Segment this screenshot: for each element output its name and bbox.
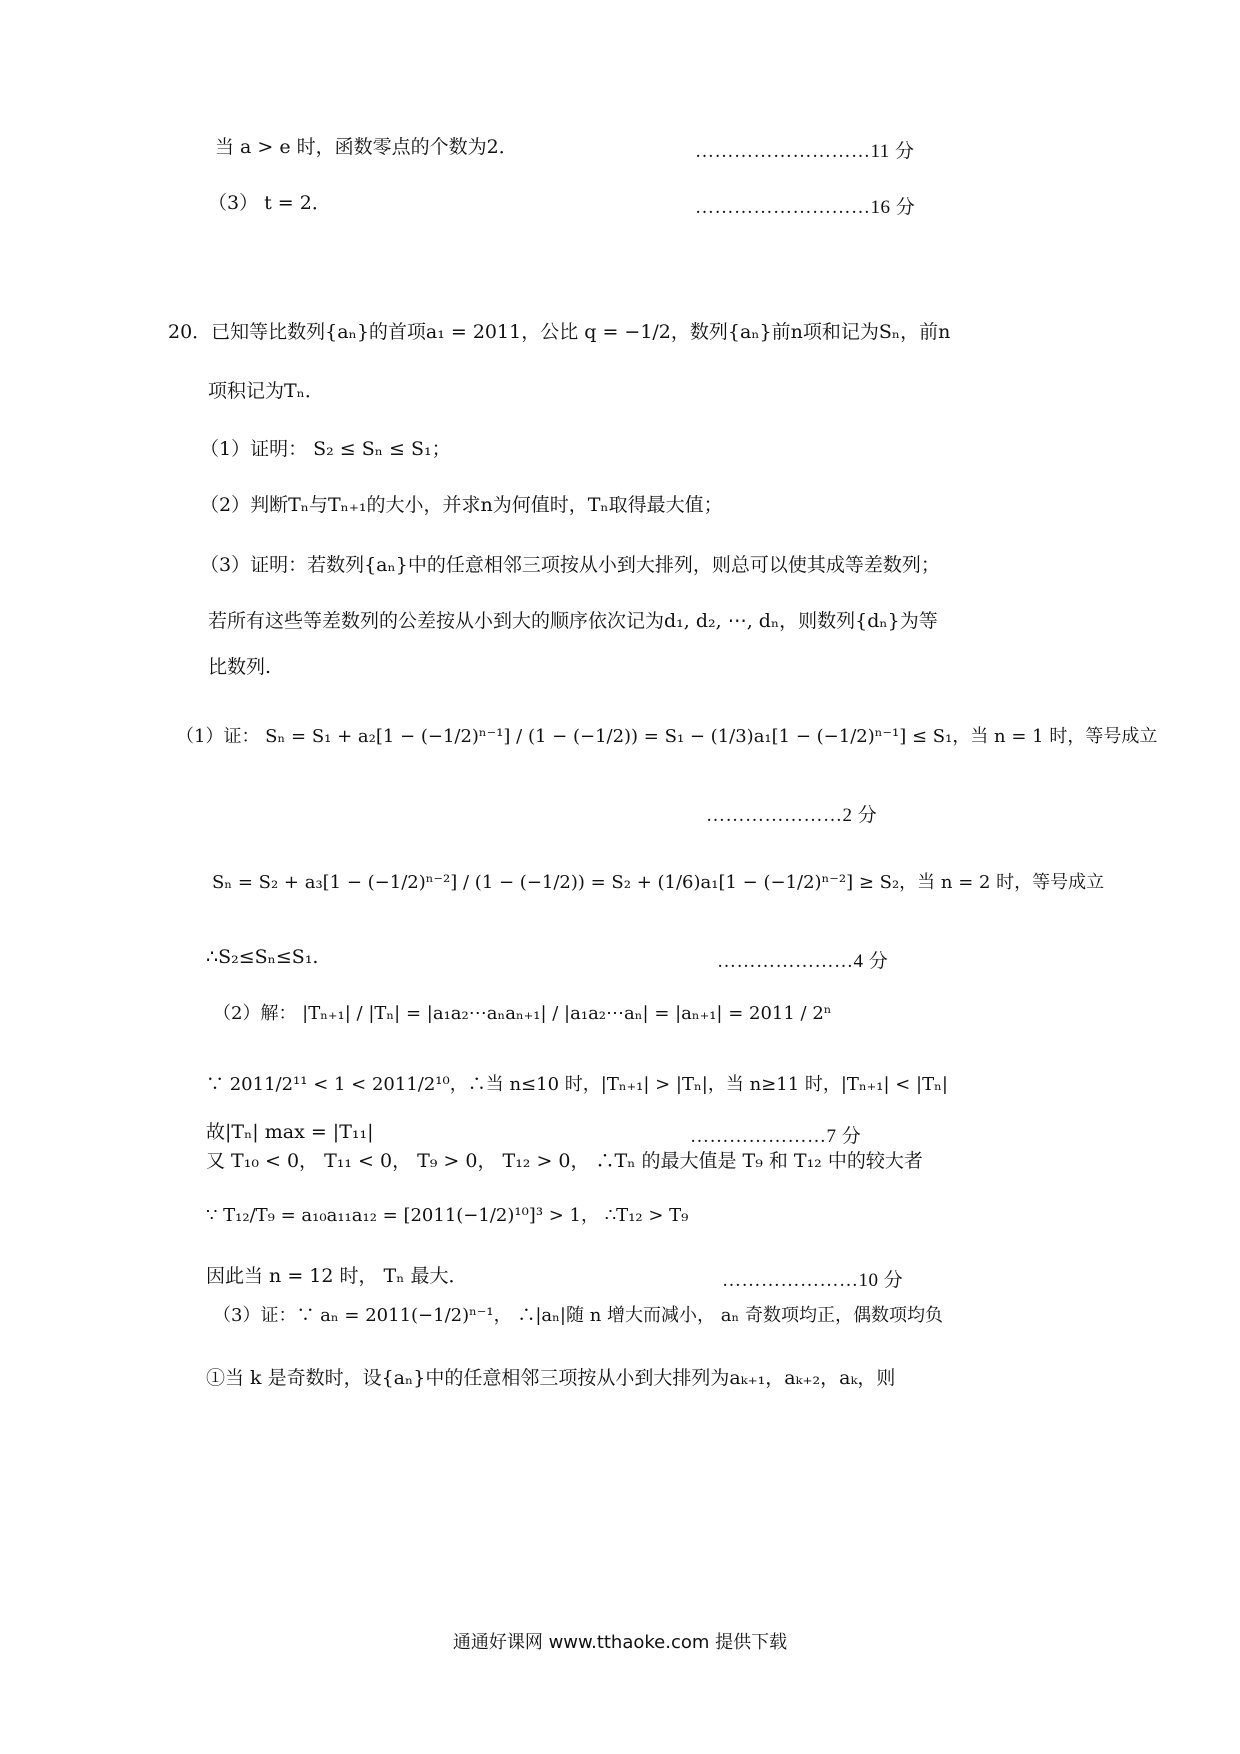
answer-part-3: （3）证：∵ aₙ = 2011(−1/2)ⁿ⁻¹， ∴|aₙ|随 n 增大而减小， aₙ 奇数项均正，偶数项均负 (213, 1305, 943, 1326)
answer-part-3-case-1: ①当 k 是奇数时，设{aₙ}中的任意相邻三项按从小到大排列为aₖ₊₁，aₖ₊₂，aₖ，则 (206, 1367, 896, 1389)
answer-part-1: （1）证： Sₙ = S₁ + a₂[1 − (−1/2)ⁿ⁻¹] / (1 − (−1/2)) = S₁ − (1/3)a₁[1 − (−1/2)ⁿ⁻¹] ≤ S₁，当 n = 1 时，等号成立 (176, 726, 1158, 747)
answer-part-1-second: Sₙ = S₂ + a₃[1 − (−1/2)ⁿ⁻²] / (1 − (−1/2)) = S₂ + (1/6)a₁[1 − (−1/2)ⁿ⁻²] ≥ S₂，当 n = 2 时，等号成立 (212, 872, 1105, 893)
answer-part-1-conclusion: ∴S₂≤Sₙ≤S₁. (206, 946, 319, 968)
page-footer: 通通好课网 www.tthaoke.com 提供下载 (452, 1632, 788, 1653)
question-20-line-1: 20．已知等比数列{aₙ}的首项a₁ = 2011，公比 q = −1/2，数列{aₙ}前n项和记为Sₙ，前n (168, 321, 951, 343)
score-marker: ………………………11 分 (695, 141, 915, 162)
answer-part-2-max: 故|Tₙ| max = |T₁₁| (206, 1121, 374, 1143)
answer-part-2-ratio: ∵ T₁₂/T₉ = a₁₀a₁₁a₁₂ = [2011(−1/2)¹⁰]³ > 1， ∴T₁₂ > T₉ (206, 1205, 689, 1226)
text-line: 当 a > e 时，函数零点的个数为2． (215, 136, 518, 158)
score-marker: …………………7 分 (690, 1126, 862, 1147)
answer-part-2-result: 因此当 n = 12 时， Tₙ 最大． (206, 1265, 468, 1287)
question-part-1: （1）证明： S₂ ≤ Sₙ ≤ S₁； (200, 438, 451, 460)
answer-part-2: （2）解： |Tₙ₊₁| / |Tₙ| = |a₁a₂⋯aₙaₙ₊₁| / |a₁a₂⋯aₙ| = |aₙ₊₁| = 2011 / 2ⁿ (213, 1003, 832, 1024)
score-marker: ………………………16 分 (695, 197, 916, 218)
score-marker: …………………10 分 (722, 1270, 904, 1291)
text-line: （3） t = 2． (208, 192, 331, 214)
question-part-3-end: 比数列. (208, 656, 272, 678)
question-part-3-cont: 若所有这些等差数列的公差按从小到大的顺序依次记为d₁, d₂, ⋯, dₙ，则数列{dₙ}为等 (208, 610, 938, 632)
score-marker: …………………2 分 (706, 805, 878, 826)
answer-part-2-signs: 又 T₁₀ < 0， T₁₁ < 0， T₉ > 0， T₁₂ > 0， ∴Tₙ 的最大值是 T₉ 和 T₁₂ 中的较大者 (206, 1150, 923, 1172)
question-part-2: （2）判断Tₙ与Tₙ₊₁的大小，并求n为何值时，Tₙ取得最大值； (200, 494, 723, 516)
score-marker: …………………4 分 (717, 951, 889, 972)
answer-part-2-compare: ∵ 2011/2¹¹ < 1 < 2011/2¹⁰，∴当 n≤10 时，|Tₙ₊₁| > |Tₙ|，当 n≥11 时，|Tₙ₊₁| < |Tₙ| (206, 1074, 948, 1095)
question-part-3: （3）证明：若数列{aₙ}中的任意相邻三项按从小到大排列，则总可以使其成等差数列； (200, 554, 940, 576)
question-20-line-2: 项积记为Tₙ． (208, 380, 324, 402)
